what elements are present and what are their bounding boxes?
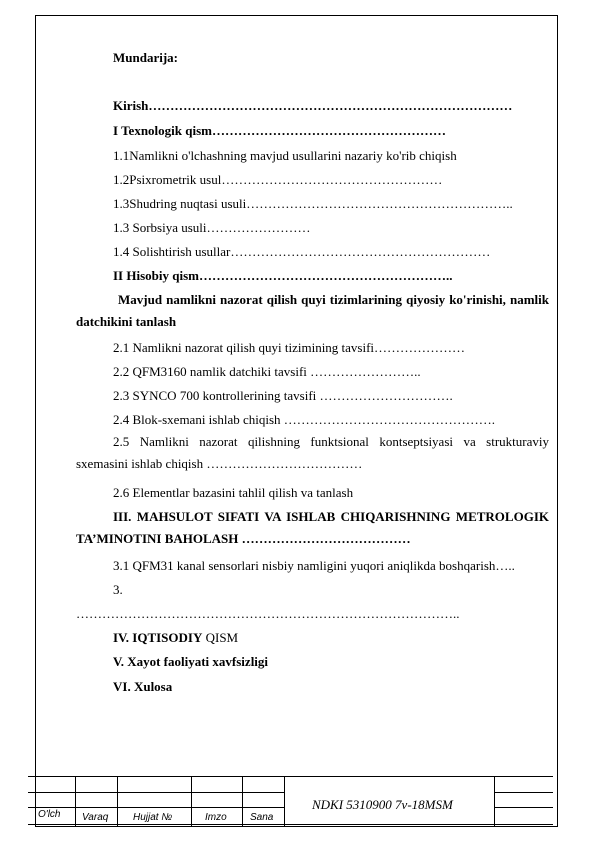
stamp-label-varaq: Varaq bbox=[82, 812, 109, 823]
toc-section-2-2: 2.2 QFM3160 namlik datchiki tavsifi …………………….. bbox=[113, 364, 421, 379]
stamp-divider bbox=[75, 776, 76, 826]
toc-section-1-3: 1.3Shudring nuqtasi usuli…………………………………………………….. bbox=[113, 196, 513, 211]
toc-part2-subtitle: Mavjud namlikni nazorat qilish quyi tizimlarining qiyosiy ko'rinishi, namlik datchikini tanlash bbox=[76, 292, 549, 329]
stamp-label-sana: Sana bbox=[250, 812, 274, 823]
toc-part1: I Texnologik qism……………………………………………… bbox=[113, 123, 446, 138]
stamp-line-top bbox=[28, 776, 553, 777]
toc-section-3-1: 3.1 QFM31 kanal sensorlari nisbiy namligini yuqori aniqlikda boshqarish….. bbox=[113, 558, 515, 573]
document-code: NDKI 5310900 7v-18MSM bbox=[312, 797, 453, 812]
toc-section-2-5: 2.5 Namlikni nazorat qilishning funktsional kontseptsiyasi va strukturaviy sxemasini ishlab chiqish ……………………………… bbox=[76, 434, 549, 471]
toc-section-2-6: 2.6 Elementlar bazasini tahlil qilish va tanlash bbox=[113, 485, 354, 500]
stamp-line-mid-right bbox=[494, 792, 553, 793]
stamp-divider bbox=[191, 776, 192, 826]
toc-section-3-2-leader: …………………………………………………………………………….. bbox=[76, 606, 460, 621]
toc-part4 bbox=[113, 630, 238, 646]
toc-section-1-2: 1.2Psixrometrik usul…………………………………………… bbox=[113, 172, 443, 187]
toc-intro: Kirish………………………………………………………………………… bbox=[113, 98, 513, 113]
toc-part6: VI. Xulosa bbox=[113, 679, 173, 694]
stamp-divider bbox=[284, 776, 285, 826]
stamp-label-imzo: Imzo bbox=[205, 812, 227, 823]
toc-section-2-1: 2.1 Namlikni nazorat qilish quyi tizimining tavsifi………………… bbox=[113, 340, 466, 355]
toc-heading: Mundarija: bbox=[113, 50, 178, 65]
toc-section-1-4: 1.4 Solishtirish usullar…………………………………………………… bbox=[113, 244, 491, 259]
toc-section-3-2-number: 3. bbox=[113, 582, 123, 597]
stamp-line-lower-right bbox=[494, 807, 553, 808]
stamp-divider bbox=[242, 776, 243, 826]
stamp-label-olch: O'lch bbox=[38, 809, 61, 820]
stamp-line-lower-left bbox=[28, 807, 284, 808]
toc-part3: III. MAHSULOT SIFATI VA ISHLAB CHIQARISHNING METROLOGIK TA’MINOTINI BAHOLASH ………………………………… bbox=[76, 509, 549, 546]
toc-section-1-3b: 1.3 Sorbsiya usuli…………………… bbox=[113, 220, 311, 235]
stamp-label-hujjat: Hujjat № bbox=[133, 812, 173, 823]
toc-section-2-4: 2.4 Blok-sxemani ishlab chiqish …………………………………………. bbox=[113, 412, 496, 427]
toc-part5: V. Xayot faoliyati xavfsizligi bbox=[113, 654, 269, 669]
stamp-line-mid-left bbox=[28, 792, 284, 793]
toc-section-2-3: 2.3 SYNCO 700 kontrollerining tavsifi …………………………. bbox=[113, 388, 453, 403]
stamp-divider bbox=[117, 776, 118, 826]
toc-part4-bold: IV. IQTISODIY bbox=[113, 630, 203, 645]
toc-part4-rest: QISM bbox=[202, 630, 239, 645]
stamp-line-bottom bbox=[28, 824, 553, 825]
stamp-divider bbox=[494, 776, 495, 826]
toc-section-1-1: 1.1Namlikni o'lchashning mavjud usullarini nazariy ko'rib chiqish bbox=[113, 148, 457, 163]
toc-part2: II Hisobiy qism………………………………………………….. bbox=[113, 268, 453, 283]
